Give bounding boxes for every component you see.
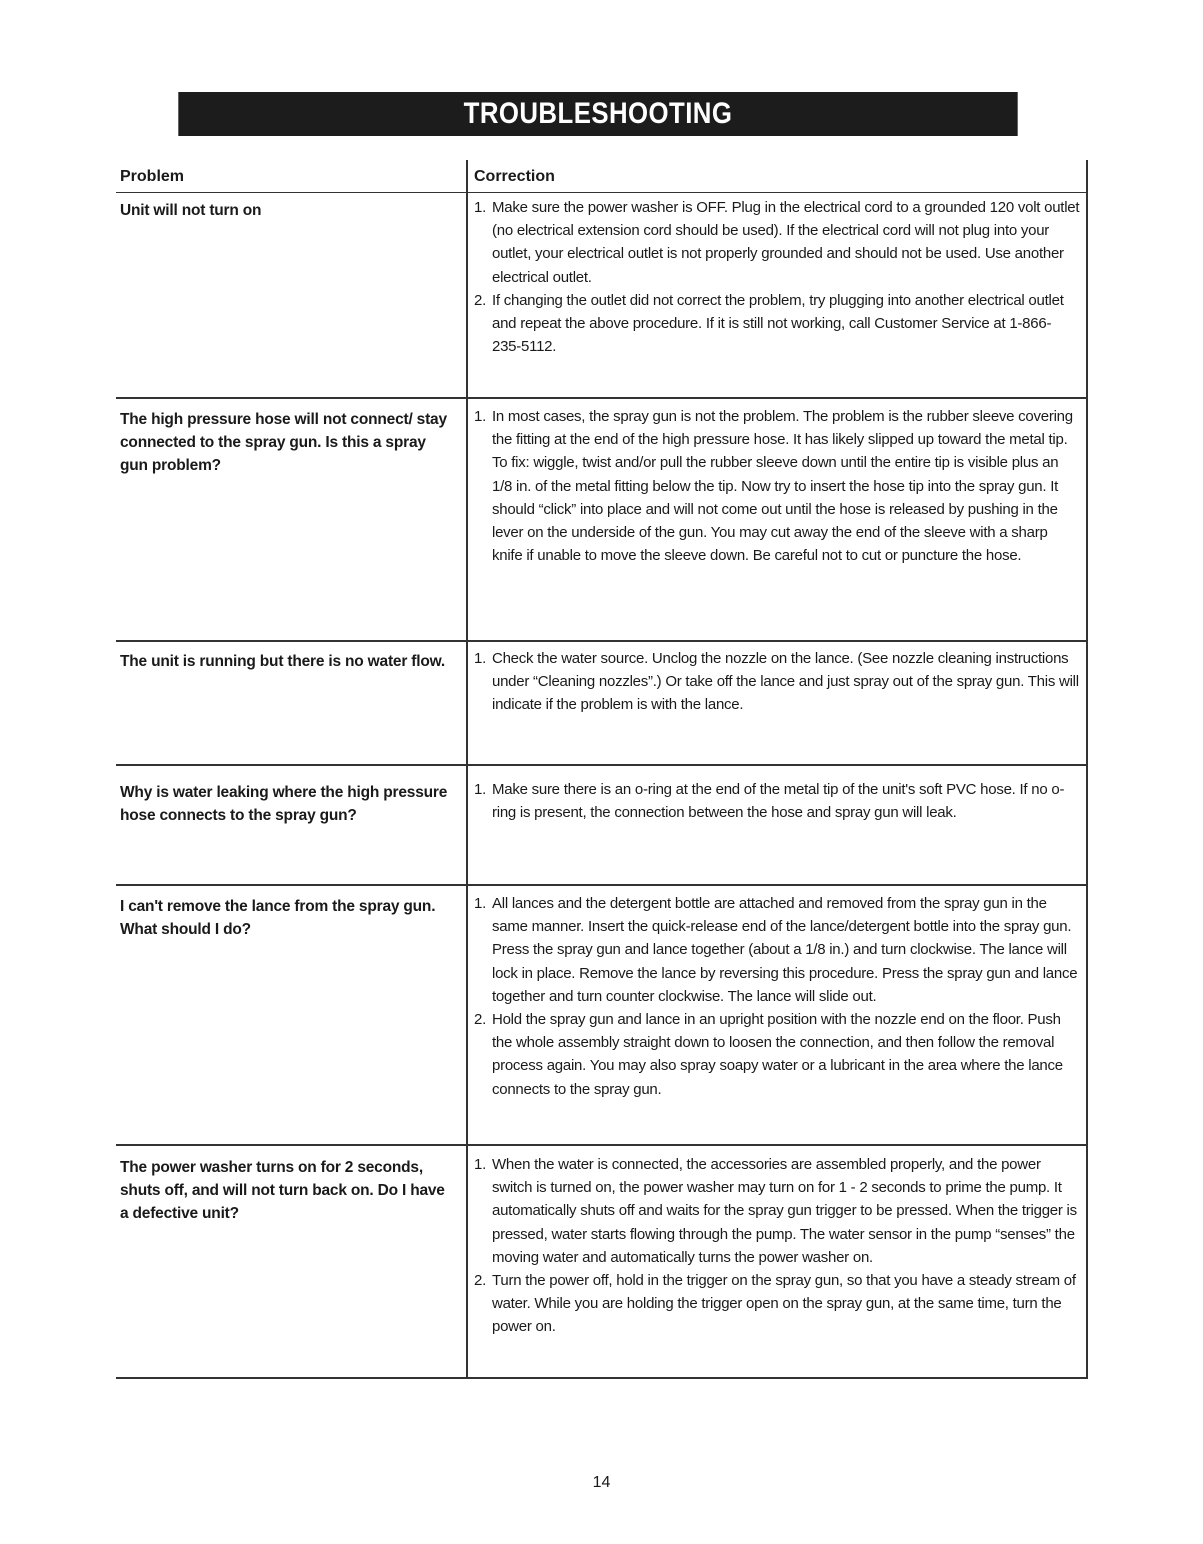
correction-step: 1. All lances and the detergent bottle are attached and removed from the spray gun in the same manner. Insert the quick-release end of the lance/detergent bottle into the spray gun. Press the spray gun and lance together (about a 1/8 in.) and turn clockwise. The lance will lock in place. Remove the lance by reversing this procedure. Press the spray gun and lance together and turn counter clockwise. The lance will slide out. bbox=[474, 895, 1078, 1005]
problem-cell: The high pressure hose will not connect/ stay connected to the spray gun. Is this a spray gun problem? bbox=[120, 411, 447, 474]
correction-step: 1. In most cases, the spray gun is not the problem. The problem is the rubber sleeve covering the fitting at the end of the high pressure hose. It has likely slipped up toward the metal tip. To fix: wiggle, twist and/or pull the rubber sleeve down until the entire tip is visible plus an 1/8 in. of the metal fitting below the tip. Now try to insert the hose tip into the spray gun. It should “click” into place and will not come out until the hose is released by pushing in the lever on the underside of the gun. You may cut away the end of the sleeve with a sharp knife if unable to move the sleeve down. Be careful not to cut or puncture the hose. bbox=[474, 408, 1073, 565]
row-divider bbox=[116, 764, 1088, 766]
table-right-border bbox=[1086, 160, 1088, 1378]
problem-cell: Why is water leaking where the high pressure hose connects to the spray gun? bbox=[120, 784, 448, 824]
page-title: TROUBLESHOOTING bbox=[463, 97, 733, 130]
problem-cell: The unit is running but there is no water flow. bbox=[120, 653, 446, 670]
page-number: 14 bbox=[592, 1474, 611, 1491]
problem-cell: The power washer turns on for 2 seconds, shuts off, and will not turn back on. Do I have a defective unit? bbox=[120, 1159, 445, 1222]
row-divider bbox=[116, 884, 1088, 886]
column-divider bbox=[466, 160, 468, 1378]
correction-step: 1. Check the water source. Unclog the nozzle on the lance. (See nozzle cleaning instructions under “Cleaning nozzles”.) Or take off the lance and just spray out of the spray gun. This will indicate if the problem is with the lance. bbox=[474, 650, 1079, 714]
problem-header: Problem bbox=[120, 168, 185, 185]
table-bottom-border bbox=[116, 1377, 1088, 1379]
row-divider bbox=[116, 1144, 1088, 1146]
correction-step: 2. Turn the power off, hold in the trigger on the spray gun, so that you have a steady stream of water. While you are holding the trigger open on the spray gun, at the same time, turn the power on. bbox=[474, 1272, 1076, 1336]
correction-step: 1. Make sure the power washer is OFF. Plug in the electrical cord to a grounded 120 volt outlet (no electrical extension cord should be used). If the electrical cord will not plug into your outlet, your electrical outlet is not properly grounded and should not be used. Use another electrical outlet. bbox=[474, 199, 1080, 286]
correction-cell bbox=[474, 778, 1080, 824]
header-divider bbox=[116, 192, 466, 193]
correction-step: 2. If changing the outlet did not correct the problem, try plugging into another electrical outlet and repeat the above procedure. If it is still not working, call Customer Service at 1-866-235-5112. bbox=[474, 291, 1064, 356]
correction-cell bbox=[474, 647, 1080, 717]
header-divider bbox=[468, 192, 1086, 193]
correction-header: Correction bbox=[474, 168, 555, 185]
correction-cell bbox=[474, 405, 1080, 567]
correction-step: 1. Make sure there is an o-ring at the end of the metal tip of the unit's soft PVC hose. If no o-ring is present, the connection between the hose and spray gun will leak. bbox=[474, 781, 1065, 822]
correction-cell bbox=[474, 1153, 1080, 1339]
correction-step: 2. Hold the spray gun and lance in an upright position with the nozzle end on the floor. Push the whole assembly straight down to loosen the connection, and then follow the removal process again. You may also spray soapy water or a lubricant in the area where the lance connects to the spray gun. bbox=[474, 1011, 1063, 1098]
correction-cell bbox=[474, 196, 1080, 358]
row-divider bbox=[116, 640, 1088, 642]
row-divider bbox=[116, 397, 1088, 399]
correction-cell bbox=[474, 892, 1080, 1101]
title-bar bbox=[178, 92, 1017, 136]
problem-cell: I can't remove the lance from the spray gun. What should I do? bbox=[120, 898, 436, 938]
correction-step: 1. When the water is connected, the accessories are assembled properly, and the power switch is turned on, the power washer may turn on for 1 - 2 seconds to prime the pump. It automatically shuts off and waits for the spray gun trigger to be pressed. When the trigger is pressed, water starts flowing through the pump. The water sensor in the pump “senses” the moving water and automatically turns the power washer on. bbox=[474, 1156, 1077, 1266]
problem-cell: Unit will not turn on bbox=[120, 202, 262, 219]
